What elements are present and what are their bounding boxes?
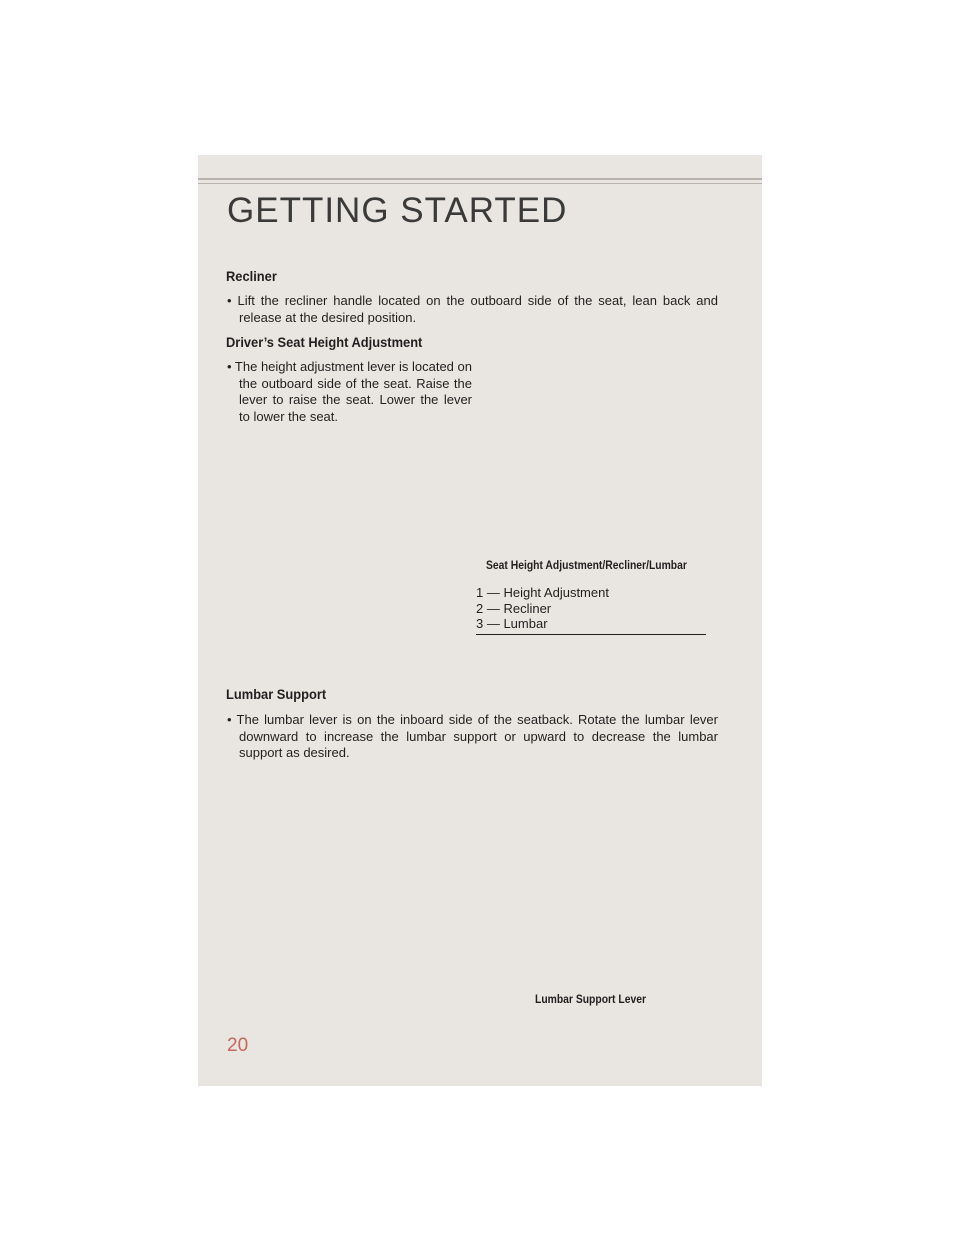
- lumbar-heading: Lumbar Support: [226, 686, 327, 702]
- recliner-bullet: • Lift the recliner handle located on the outboard side of the seat, lean back and release at the desired position.: [227, 293, 718, 325]
- header-rule-bottom: [198, 183, 762, 184]
- recliner-heading: Recliner: [226, 268, 277, 284]
- manual-page: [198, 155, 762, 1086]
- header-rule-top: [198, 178, 762, 180]
- page-number: 20: [227, 1035, 249, 1056]
- figure1-caption: Seat Height Adjustment/Recliner/Lumbar: [486, 560, 687, 572]
- section-title: GETTING STARTED: [227, 191, 568, 230]
- legend-item-height-adjustment: 1 — Height Adjustment: [476, 585, 609, 600]
- seat-height-bullet: • The height adjustment lever is located on the outboard side of the seat. Raise the lever to raise the seat. Lower the lever to lower the seat.: [227, 359, 472, 424]
- lumbar-bullet: • The lumbar lever is on the inboard side of the seatback. Rotate the lumbar lever downward to increase the lumbar support or upward to decrease the lumbar support as desired.: [227, 712, 718, 760]
- seat-height-heading: Driver’s Seat Height Adjustment: [226, 334, 423, 350]
- figure2-caption: Lumbar Support Lever: [535, 994, 646, 1006]
- figure1-legend: [476, 585, 706, 635]
- legend-item-recliner: 2 — Recliner: [476, 600, 552, 616]
- legend-item-lumbar: 3 — Lumbar: [476, 616, 548, 631]
